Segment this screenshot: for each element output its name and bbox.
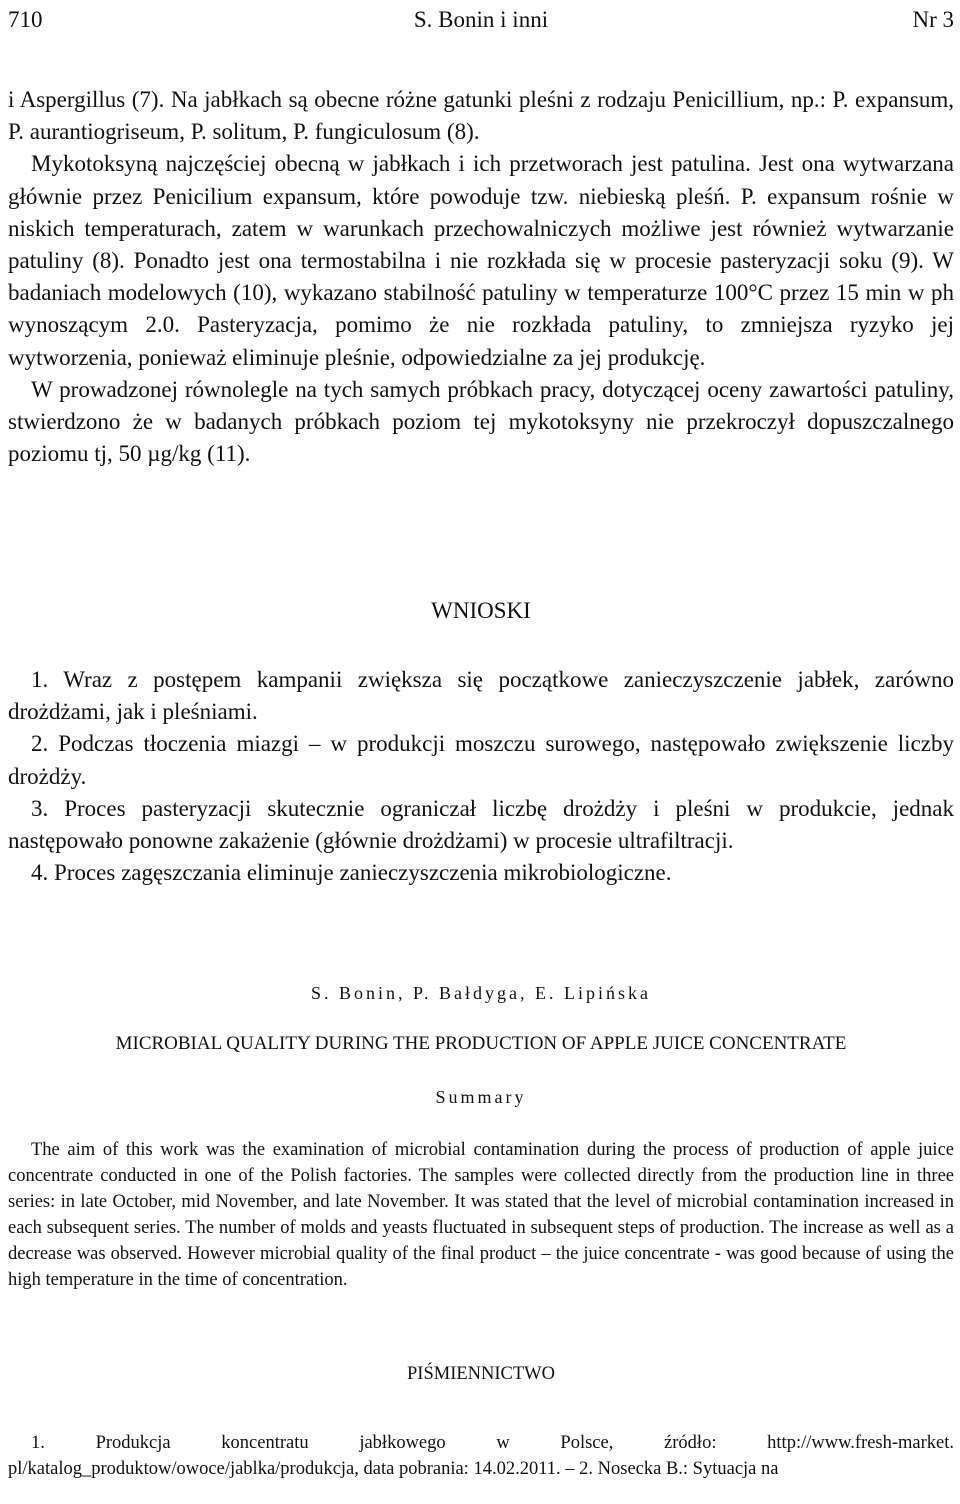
paragraph: W prowadzonej równolegle na tych samych próbkach pracy, dotyczącej oceny zawartości patuliny, stwierdzono że w badanych próbkach poziom tej mykotoksyny nie przekroczył dopuszczalnego poziomu tj, 50 µg/kg (11). (8, 376, 954, 467)
conclusion-item: 4. Proces zagęszczania eliminuje zanieczyszczenia mikrobiologiczne. (31, 860, 672, 886)
running-title: S. Bonin i inni (413, 7, 549, 32)
references-heading: PIŚMIENNICTWO (407, 1364, 555, 1384)
references (8, 1430, 954, 1482)
reference-entry: 1. Produkcja koncentratu jabłkowego w Polsce, źródło: http://www.fresh-market. pl/katalog_produktow/owoce/jablka/produkcja, data pobrania: 14.02.2011. – 2. Nosecka B.: Sytuacja na (8, 1433, 954, 1479)
summary (8, 1137, 954, 1293)
page-number: 710 (8, 7, 43, 32)
body-text (8, 84, 954, 470)
summary-text: The aim of this work was the examination of microbial contamination during the process of production of apple juice concentrate conducted in one of the Polish factories. The samples were collected directly from the production line in three series: in late October, mid November, and late November. It was stated that the level of microbial contamination increased in each subsequent series. The number of molds and yeasts fluctuated in subsequent steps of production. The increase as well as a decrease was observed. However microbial quality of the final product – the juice concentrate - was good because of using the high temperature in the time of concentration. (8, 1140, 954, 1290)
issue-number: Nr 3 (912, 7, 954, 32)
conclusion-item: 1. Wraz z postępem kampanii zwiększa się początkowe zanieczyszczenie jabłek, zarówno drożdżami, jak i pleśniami. (8, 667, 954, 725)
english-title: MICROBIAL QUALITY DURING THE PRODUCTION OF APPLE JUICE CONCENTRATE (115, 1033, 847, 1054)
conclusions-heading: WNIOSKI (431, 598, 531, 623)
paragraph: Mykotoksyną najczęściej obecną w jabłkach i ich przetworach jest patulina. Jest ona wytwarzana głównie przez Penicilium expansum, które powoduje tzw. niebieską pleśń. P. expansum rośnie w niskich temperaturach, zatem w warunkach przechowalniczych możliwe jest również wytwarzanie patuliny (8). Ponadto jest ona termostabilna i nie rozkłada się w procesie pasteryzacji soku (9). W badaniach modelowych (10), wykazano stabilność patuliny w temperaturze 100°C przez 15 min w ph wynoszącym 2.0. Pasteryzacja, pomimo że nie rozkłada patuliny, to zmniejsza ryzyko jej wytworzenia, ponieważ eliminuje pleśnie, odpowiedzialne za jej produkcję. (8, 151, 954, 370)
paragraph: i Aspergillus (7). Na jabłkach są obecne różne gatunki pleśni z rodzaju Penicillium, np.: P. expansum, P. aurantiogriseum, P. solitum, P. fungiculosum (8). (8, 87, 954, 145)
summary-heading: Summary (435, 1087, 527, 1107)
conclusion-item: 3. Proces pasteryzacji skutecznie ograniczał liczbę drożdży i pleśni w produkcie, jednak następowało ponowne zakażenie (głównie drożdżami) w procesie ultrafiltracji. (8, 795, 954, 854)
authors: S. Bonin, P. Bałdyga, E. Lipińska (310, 983, 651, 1003)
conclusion-item: 2. Podczas tłoczenia miazgi – w produkcji moszczu surowego, następowało zwiększenie liczby drożdży. (8, 731, 954, 789)
conclusions-list (8, 664, 954, 889)
running-header (8, 2, 954, 38)
